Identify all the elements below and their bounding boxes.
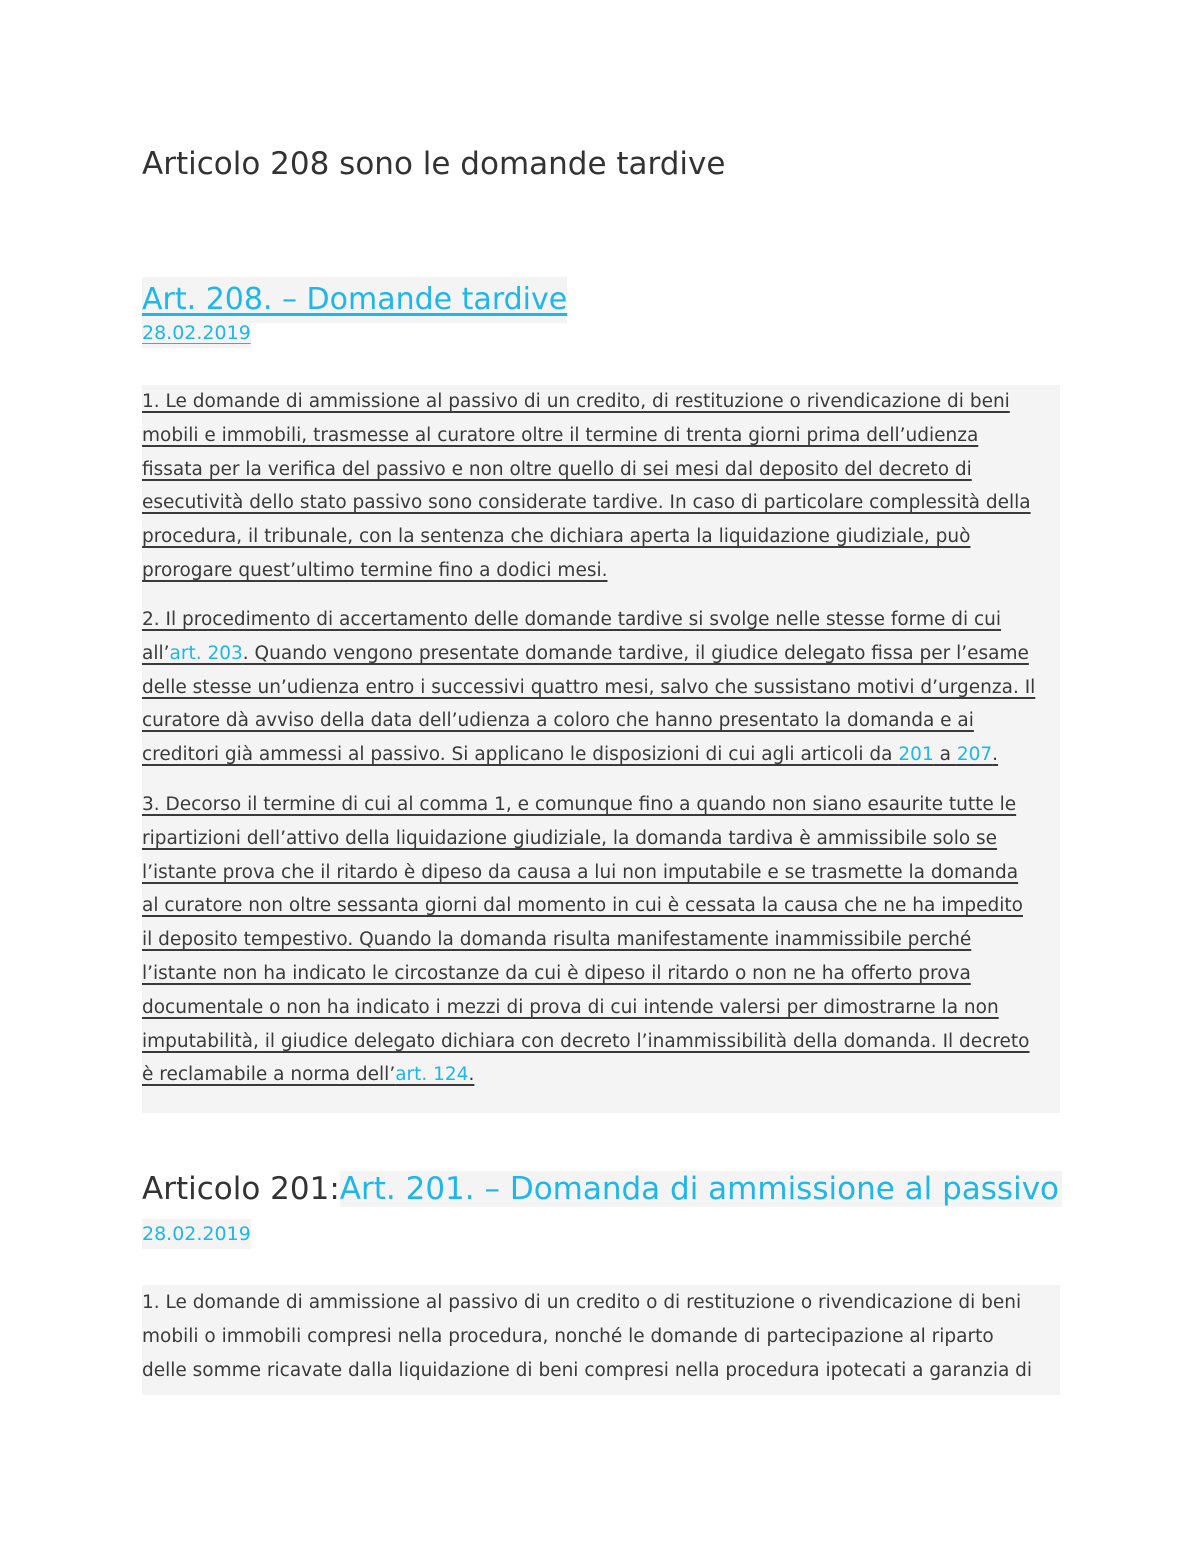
paragraph-line: fissata per la verifica del passivo e non oltre quello di sei mesi dal deposito del decreto di — [142, 458, 972, 480]
article-208-date-link[interactable]: 28.02.2019 — [142, 318, 251, 348]
paragraph-line: prorogare quest’ultimo termine fino a dodici mesi. — [142, 559, 608, 581]
article-201-prefix: Articolo 201: — [142, 1171, 340, 1207]
paragraph-line: mobili e immobili, trasmesse al curatore oltre il termine di trenta giorni prima dell’udienza — [142, 424, 979, 446]
paragraph-line: documentale o non ha indicato i mezzi di prova di cui intende valersi per dimostrarne la non — [142, 996, 999, 1018]
article-201-heading — [142, 1164, 1062, 1214]
paragraph-line: curatore dà avviso della data dell’udienza a coloro che hanno presentato la domanda e ai — [142, 710, 974, 732]
paragraph-line: imputabilità, il giudice delegato dichiara con decreto l’inammissibilità della domanda. Il decreto — [142, 1030, 1030, 1052]
paragraph-line: ripartizioni dell’attivo della liquidazione giudiziale, la domanda tardiva è ammissibile solo se — [142, 827, 998, 849]
paragraph-line: 1. Le domande di ammissione al passivo di un credito o di restituzione o rivendicazione di beni — [142, 1292, 1022, 1313]
text-fragment: . — [468, 1064, 475, 1086]
paragraph-line: procedura, il tribunale, con la sentenza che dichiara aperta la liquidazione giudiziale, può — [142, 526, 971, 548]
document-title: Articolo 208 sono le domande tardive — [142, 146, 726, 182]
paragraph-line: mobili o immobili compresi nella procedura, nonché le domande di partecipazione al riparto — [142, 1325, 994, 1347]
article-201-paragraph-1 — [142, 1286, 1032, 1387]
article-201-heading-link[interactable]: Art. 201. – Domanda di ammissione al passivo — [340, 1171, 1062, 1207]
link-art-124[interactable]: art. 124 — [395, 1064, 469, 1086]
paragraph-line: l’istante non ha indicato le circostanze da cui è dipeso il ritardo o non ne ha offerto prova — [142, 962, 971, 984]
paragraph-line: al curatore non oltre sessanta giorni dal momento in cui è cessata la causa che ne ha impedito — [142, 895, 1023, 917]
paragraph-line: 3. Decorso il termine di cui al comma 1, e comunque fino a quando non siano esaurite tutte le — [142, 794, 1017, 815]
paragraph-line: 2. Il procedimento di accertamento delle domande tardive si svolge nelle stesse forme di cui — [142, 609, 1002, 630]
paragraph-line: l’istante prova che il ritardo è dipeso da causa a lui non imputabile e se trasmette la domanda — [142, 861, 1019, 883]
text-fragment: creditori già ammessi al passivo. Si applicano le disposizioni di cui agli articoli da — [142, 744, 899, 766]
paragraph-line: 1. Le domande di ammissione al passivo di un credito, di restituzione o rivendicazione di beni — [142, 391, 1010, 412]
link-art-207[interactable]: 207 — [956, 744, 993, 766]
article-208-paragraph-1 — [142, 385, 1031, 588]
article-201-date[interactable]: 28.02.2019 — [142, 1219, 251, 1249]
paragraph-line: delle somme ricavate dalla liquidazione di beni compresi nella procedura ipotecati a garanzia di — [142, 1359, 1033, 1381]
article-208-paragraph-2 — [142, 603, 1035, 772]
article-208-paragraph-3 — [142, 788, 1030, 1092]
article-208-heading-link[interactable]: Art. 208. – Domande tardive — [142, 281, 568, 317]
text-fragment: . Quando vengono presentate domande tardive, il giudice delegato fissa per l’esame — [242, 642, 1029, 664]
paragraph-line — [142, 637, 1035, 671]
paragraph-line: esecutività dello stato passivo sono considerate tardive. In caso di particolare complessità della — [142, 492, 1031, 514]
text-fragment: a — [933, 744, 957, 766]
paragraph-line — [142, 1058, 1030, 1092]
link-art-203[interactable]: art. 203 — [169, 642, 243, 664]
paragraph-line — [142, 738, 1035, 772]
text-fragment: all’ — [142, 642, 170, 664]
article-208-heading — [142, 277, 567, 323]
paragraph-line: delle stesse un’udienza entro i successivi quattro mesi, salvo che sussistano motivi d’urgenza. Il — [142, 676, 1036, 698]
paragraph-line: il deposito tempestivo. Quando la domanda risulta manifestamente inammissibile perché — [142, 929, 972, 951]
text-fragment: è reclamabile a norma dell’ — [142, 1064, 396, 1086]
link-art-201[interactable]: 201 — [898, 744, 934, 766]
text-fragment: . — [992, 744, 999, 766]
